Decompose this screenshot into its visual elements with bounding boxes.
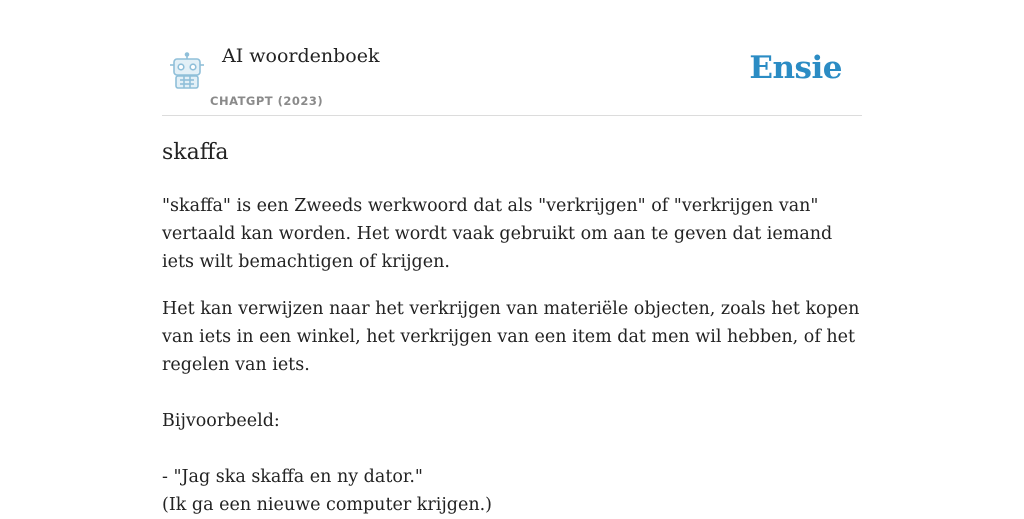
example-sentence: - "Jag ska skaffa en ny dator." xyxy=(162,467,423,487)
source-label: CHATGPT (2023) xyxy=(210,94,324,108)
example-block xyxy=(162,379,862,519)
site-title[interactable]: AI woordenboek xyxy=(222,45,380,67)
definition-paragraph-2: Het kan verwijzen naar het verkrijgen van materiële objecten, zoals het kopen van iets in een winkel, het verkrijgen van een item dat men wil hebben, of het regelen van iets. xyxy=(162,299,860,375)
robot-icon xyxy=(166,52,208,90)
brand-logo[interactable]: Ensie xyxy=(749,50,842,86)
definition-paragraph-1: "skaffa" is een Zweeds werkwoord dat als "verkrijgen" of "verkrijgen van" vertaald kan worden. Het wordt vaak gebruikt om aan te geven dat iemand iets wilt bemachtigen of krijgen. xyxy=(162,196,833,272)
header xyxy=(162,0,862,116)
example-label: Bijvoorbeeld: xyxy=(162,411,280,431)
example-translation: (Ik ga een nieuwe computer krijgen.) xyxy=(162,495,492,515)
page xyxy=(162,0,862,515)
entry-body xyxy=(162,192,862,519)
entry-term: skaffa xyxy=(162,140,229,165)
